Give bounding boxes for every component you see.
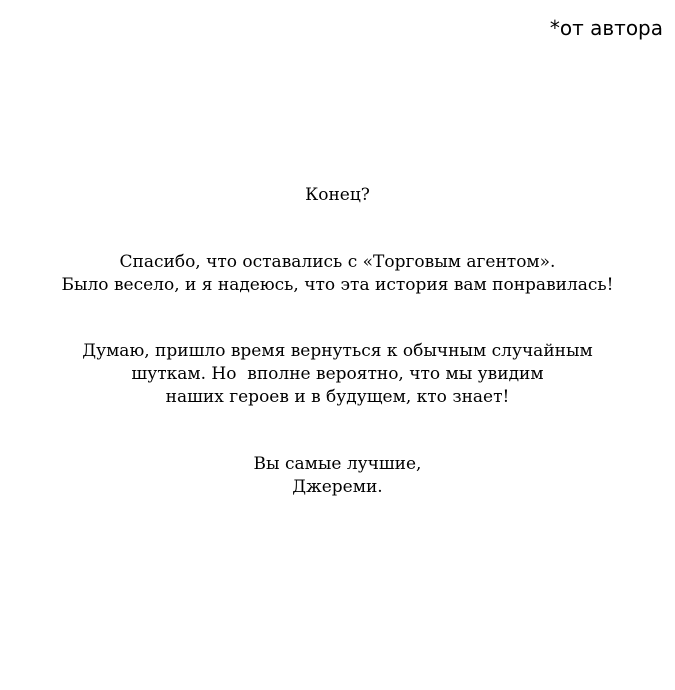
signoff-line: Вы самые лучшие, bbox=[253, 454, 422, 474]
author-note-label: *от автора bbox=[549, 16, 663, 40]
title-line: Конец? bbox=[305, 185, 370, 205]
signoff-paragraph bbox=[0, 453, 675, 499]
ending-title bbox=[0, 184, 675, 207]
thanks-line: Спасибо, что оставались с «Торговым агентом». bbox=[119, 252, 556, 272]
thanks-line: Было весело, и я надеюсь, что эта история вам понравилась! bbox=[61, 275, 614, 295]
future-line: Думаю, пришло время вернуться к обычным случайным bbox=[82, 341, 593, 361]
message-body bbox=[0, 184, 675, 499]
signature-name: Джереми. bbox=[292, 477, 383, 497]
thanks-paragraph bbox=[0, 251, 675, 297]
future-paragraph bbox=[0, 340, 675, 409]
future-line: наших героев и в будущем, кто знает! bbox=[165, 387, 510, 407]
future-line: шуткам. Но вполне вероятно, что мы увидим bbox=[131, 364, 544, 384]
